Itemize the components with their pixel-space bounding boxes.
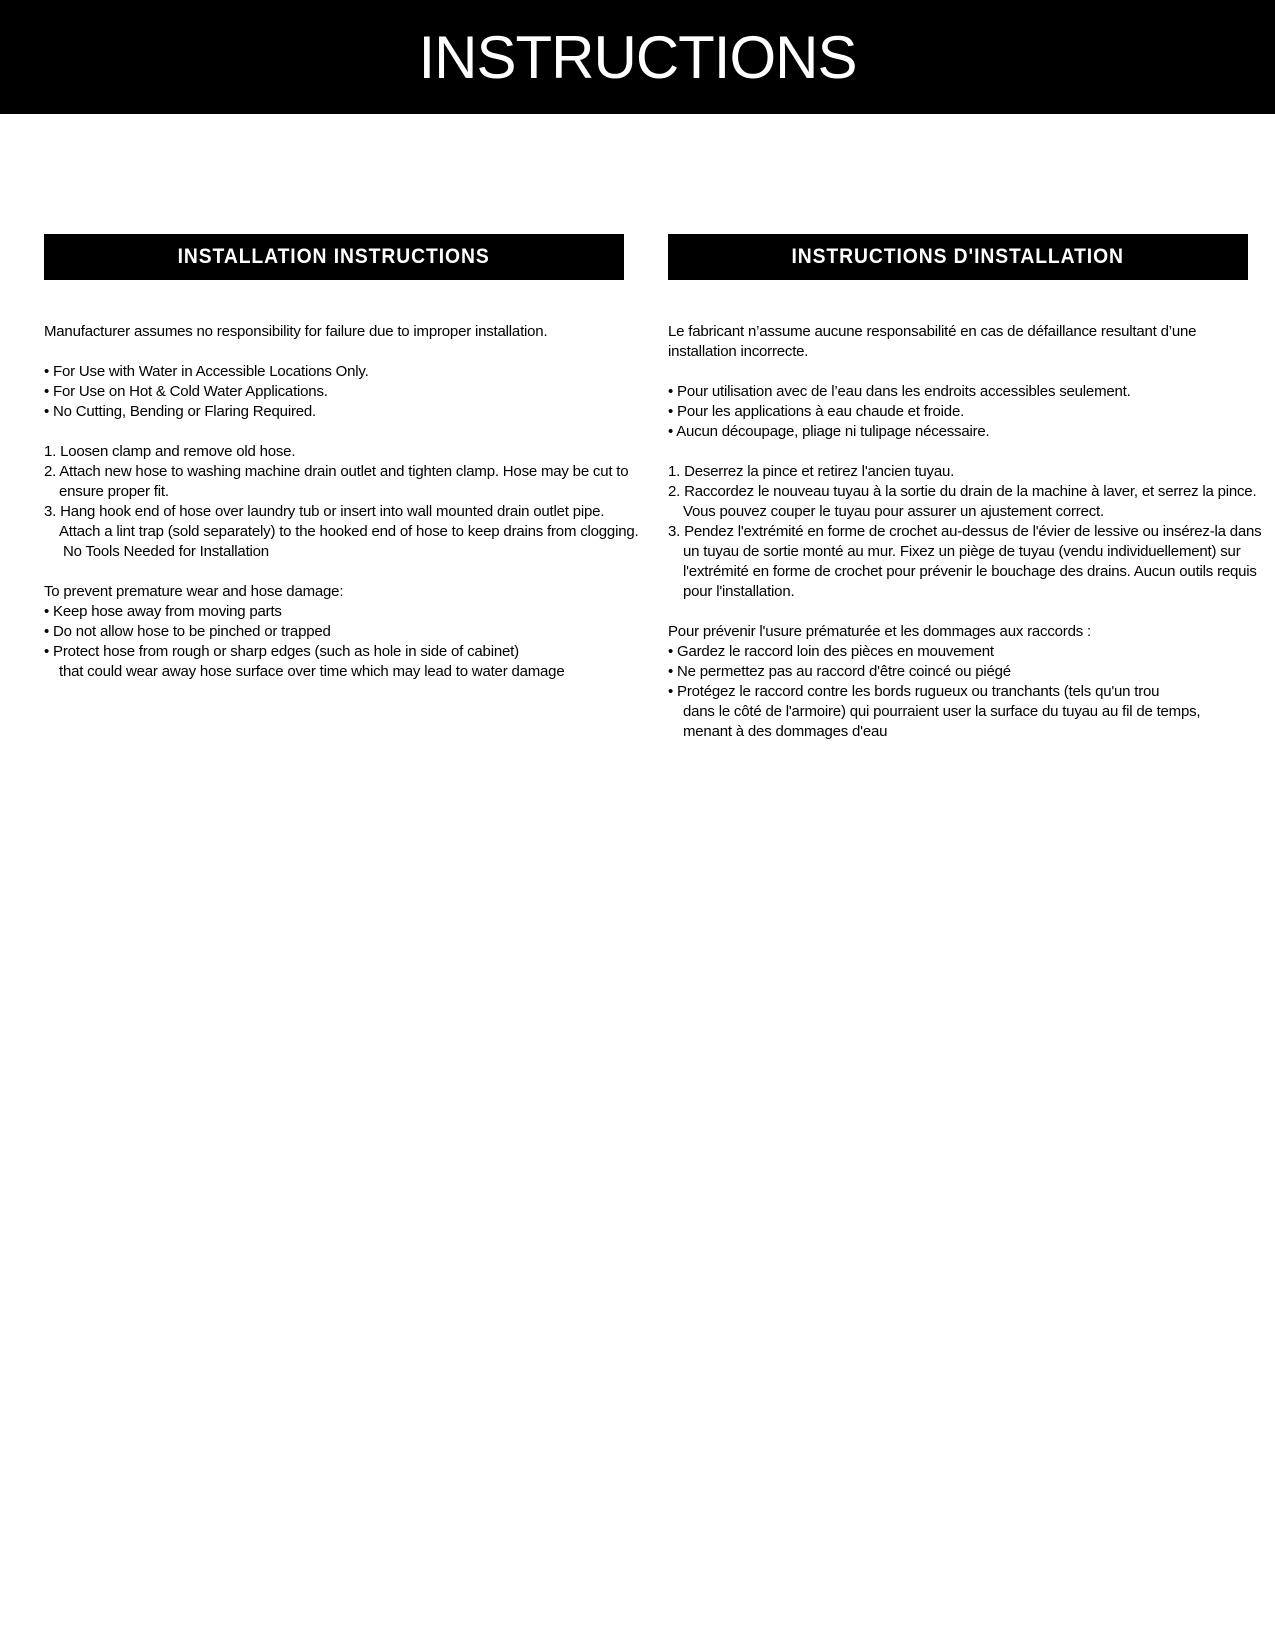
french-step-line: 2. Raccordez le nouveau tuyau à la sortie du drain de la machine à laver, et serrez la pince. — [668, 483, 1257, 500]
french-section-title: INSTRUCTIONS D'INSTALLATION — [791, 245, 1125, 268]
english-step-line: 3. Hang hook end of hose over laundry tub or insert into wall mounted drain outlet pipe. — [44, 503, 605, 520]
french-prevent-item: • Protégez le raccord contre les bords rugueux ou tranchants (tels qu'un trou — [668, 683, 1160, 700]
english-prevent-list — [44, 582, 629, 682]
french-disclaimer-line: Le fabricant n’assume aucune responsabilité en cas de défaillance resultant d’une — [668, 323, 1197, 340]
english-section-title: INSTALLATION INSTRUCTIONS — [177, 245, 491, 268]
english-bullet: • For Use on Hot & Cold Water Applications. — [44, 383, 328, 400]
english-bullet: • For Use with Water in Accessible Locations Only. — [44, 363, 369, 380]
french-bullet: • Aucun découpage, pliage ni tulipage nécessaire. — [668, 423, 990, 440]
english-prevent-intro: To prevent premature wear and hose damage: — [44, 583, 344, 600]
english-prevent-item: • Keep hose away from moving parts — [44, 603, 282, 620]
french-prevent-item: menant à des dommages d'eau — [683, 723, 888, 740]
french-prevent-list — [668, 622, 1253, 742]
english-step-line: 1. Loosen clamp and remove old hose. — [44, 443, 296, 460]
french-body — [668, 322, 1262, 742]
english-column — [44, 234, 639, 702]
english-step-line: Attach a lint trap (sold separately) to the hooked end of hose to keep drains from clogging. — [59, 523, 639, 540]
french-steps — [668, 462, 1262, 602]
french-step-line: 3. Pendez l'extrémité en forme de crochet au-dessus de l'évier de lessive ou insérez-la dans — [668, 523, 1262, 540]
english-bullet-list — [44, 362, 629, 422]
english-step-line: ensure proper fit. — [59, 483, 169, 500]
french-disclaimer — [668, 322, 1253, 362]
french-step-line: pour l'installation. — [683, 583, 795, 600]
french-column — [668, 234, 1262, 762]
french-step-line: un tuyau de sortie monté au mur. Fixez un piège de tuyau (vendu individuellement) sur — [683, 543, 1241, 560]
english-disclaimer — [44, 322, 629, 342]
french-bullet: • Pour utilisation avec de l’eau dans les endroits accessibles seulement. — [668, 383, 1131, 400]
english-section-header — [44, 234, 624, 280]
french-section-header — [668, 234, 1248, 280]
english-step-line: 2. Attach new hose to washing machine drain outlet and tighten clamp. Hose may be cut to — [44, 463, 629, 480]
page-title: INSTRUCTIONS — [418, 24, 857, 91]
english-prevent-item: • Do not allow hose to be pinched or trapped — [44, 623, 331, 640]
english-bullet: • No Cutting, Bending or Flaring Required. — [44, 403, 317, 420]
english-prevent-item: • Protect hose from rough or sharp edges (such as hole in side of cabinet) — [44, 643, 519, 660]
french-step-line: l'extrémité en forme de crochet pour prévenir le bouchage des drains. Aucun outils requis — [683, 563, 1257, 580]
english-disclaimer-line: Manufacturer assumes no responsibility for failure due to improper installation. — [44, 323, 548, 340]
french-bullet-list — [668, 382, 1253, 442]
english-prevent-item: that could wear away hose surface over time which may lead to water damage — [59, 663, 565, 680]
french-prevent-item: dans le côté de l'armoire) qui pourraient user la surface du tuyau au fil de temps, — [683, 703, 1201, 720]
french-disclaimer-line: installation incorrecte. — [668, 343, 809, 360]
french-prevent-item: • Ne permettez pas au raccord d'être coincé ou piégé — [668, 663, 1011, 680]
english-steps — [44, 442, 639, 562]
french-prevent-item: • Gardez le raccord loin des pièces en mouvement — [668, 643, 994, 660]
english-body — [44, 322, 639, 682]
french-prevent-intro: Pour prévenir l'usure prématurée et les dommages aux raccords : — [668, 623, 1091, 640]
french-bullet: • Pour les applications à eau chaude et froide. — [668, 403, 965, 420]
french-step-line: Vous pouvez couper le tuyau pour assurer un ajustement correct. — [683, 503, 1104, 520]
english-step-line: No Tools Needed for Installation — [63, 543, 269, 560]
french-step-line: 1. Deserrez la pince et retirez l'ancien tuyau. — [668, 463, 955, 480]
top-banner — [0, 0, 1275, 114]
